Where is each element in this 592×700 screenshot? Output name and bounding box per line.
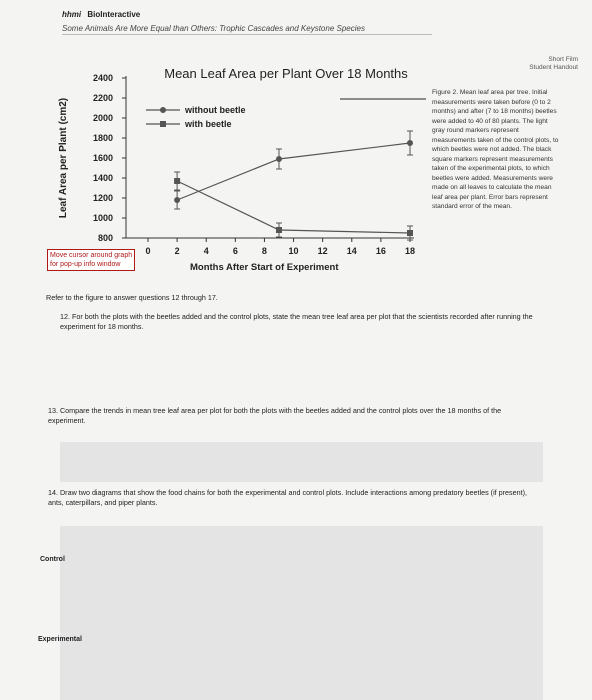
y-tick-label: 1600 <box>92 153 113 163</box>
x-tick-label: 4 <box>203 246 209 256</box>
x-axis-label: Months After Start of Experiment <box>190 262 339 273</box>
data-point <box>174 178 180 184</box>
legend-label: with beetle <box>185 119 232 129</box>
question-13: 13. Compare the trends in mean tree leaf area per plot for both the plots with the beetles added and the control plots over the 18 months of the experiment. <box>48 406 502 425</box>
control-label: Control <box>40 556 65 563</box>
x-tick-label: 16 <box>375 246 386 256</box>
y-tick-label: 1800 <box>92 133 113 143</box>
x-tick-label: 10 <box>288 246 299 256</box>
series-line <box>177 181 410 233</box>
handout-line1: Short Film <box>548 56 578 63</box>
y-axis-label: Leaf Area per Plant (cm2) <box>58 97 69 219</box>
hhmi-logo: hhmi <box>62 10 82 19</box>
y-tick-label: 1000 <box>92 213 113 223</box>
x-tick-label: 0 <box>145 246 151 256</box>
chart-series <box>174 131 413 240</box>
popup-hint[interactable] <box>47 249 135 271</box>
figure-caption: Figure 2. Mean leaf area per tree. Initial measurements were taken before (0 to 2 months) and after (7 to 18 months) beetles were added to 40 of 80 plants. The light gray round markers represent measurements taken of the control plots, to which beetles were not added. The black square markers represent measurements taken of the experimental plots, to which beetles were added. Measurements were made on all leaves to calculate the mean leaf area per plant. Error bars represent standard error of the mean. <box>432 89 559 210</box>
legend-label: without beetle <box>185 105 246 115</box>
data-point <box>407 140 413 146</box>
legend-marker <box>160 121 166 127</box>
x-tick-label: 8 <box>261 246 267 256</box>
x-tick-label: 6 <box>232 246 238 256</box>
x-tick-label: 14 <box>346 246 357 256</box>
x-tick-label: 2 <box>174 246 180 256</box>
answer-box-13[interactable] <box>60 442 543 482</box>
data-point <box>276 156 282 162</box>
x-tick-label: 12 <box>317 246 328 256</box>
data-point <box>407 230 413 236</box>
chart-axes <box>93 73 415 256</box>
data-point <box>174 197 180 203</box>
chart-legend <box>146 105 246 129</box>
y-tick-label: 2200 <box>92 93 113 103</box>
question-14: 14. Draw two diagrams that show the food chains for both the experimental and control plots. Include interactions among predatory beetles (if present), ants, caterpillars, and piper plants. <box>48 488 528 507</box>
chart-title: Mean Leaf Area per Plant Over 18 Months <box>164 66 408 81</box>
legend-marker <box>160 107 166 113</box>
question-12: 12. For both the plots with the beetles added and the control plots, state the mean tree leaf area per plot that the scientists recorded after running the experiment for 18 months. <box>60 312 533 331</box>
popup-hint-line1: Move cursor around graph <box>50 252 133 259</box>
handout-line2: Student Handout <box>529 64 578 71</box>
y-tick-label: 800 <box>97 233 113 243</box>
popup-hint-line2: for pop-up info window <box>50 261 121 268</box>
series-line <box>177 143 410 200</box>
y-tick-label: 1200 <box>92 193 113 203</box>
document-subtitle: Some Animals Are More Equal than Others: Trophic Cascades and Keystone Species <box>62 24 432 35</box>
brand-name: BioInteractive <box>87 10 141 19</box>
y-tick-label: 2400 <box>92 73 113 83</box>
y-tick-label: 1400 <box>92 173 113 183</box>
experimental-label: Experimental <box>38 636 82 643</box>
data-point <box>276 227 282 233</box>
answer-box-14[interactable] <box>60 526 543 700</box>
instructions: Refer to the figure to answer questions 12 through 17. <box>46 293 218 302</box>
x-tick-label: 18 <box>404 246 416 256</box>
y-tick-label: 2000 <box>92 113 113 123</box>
